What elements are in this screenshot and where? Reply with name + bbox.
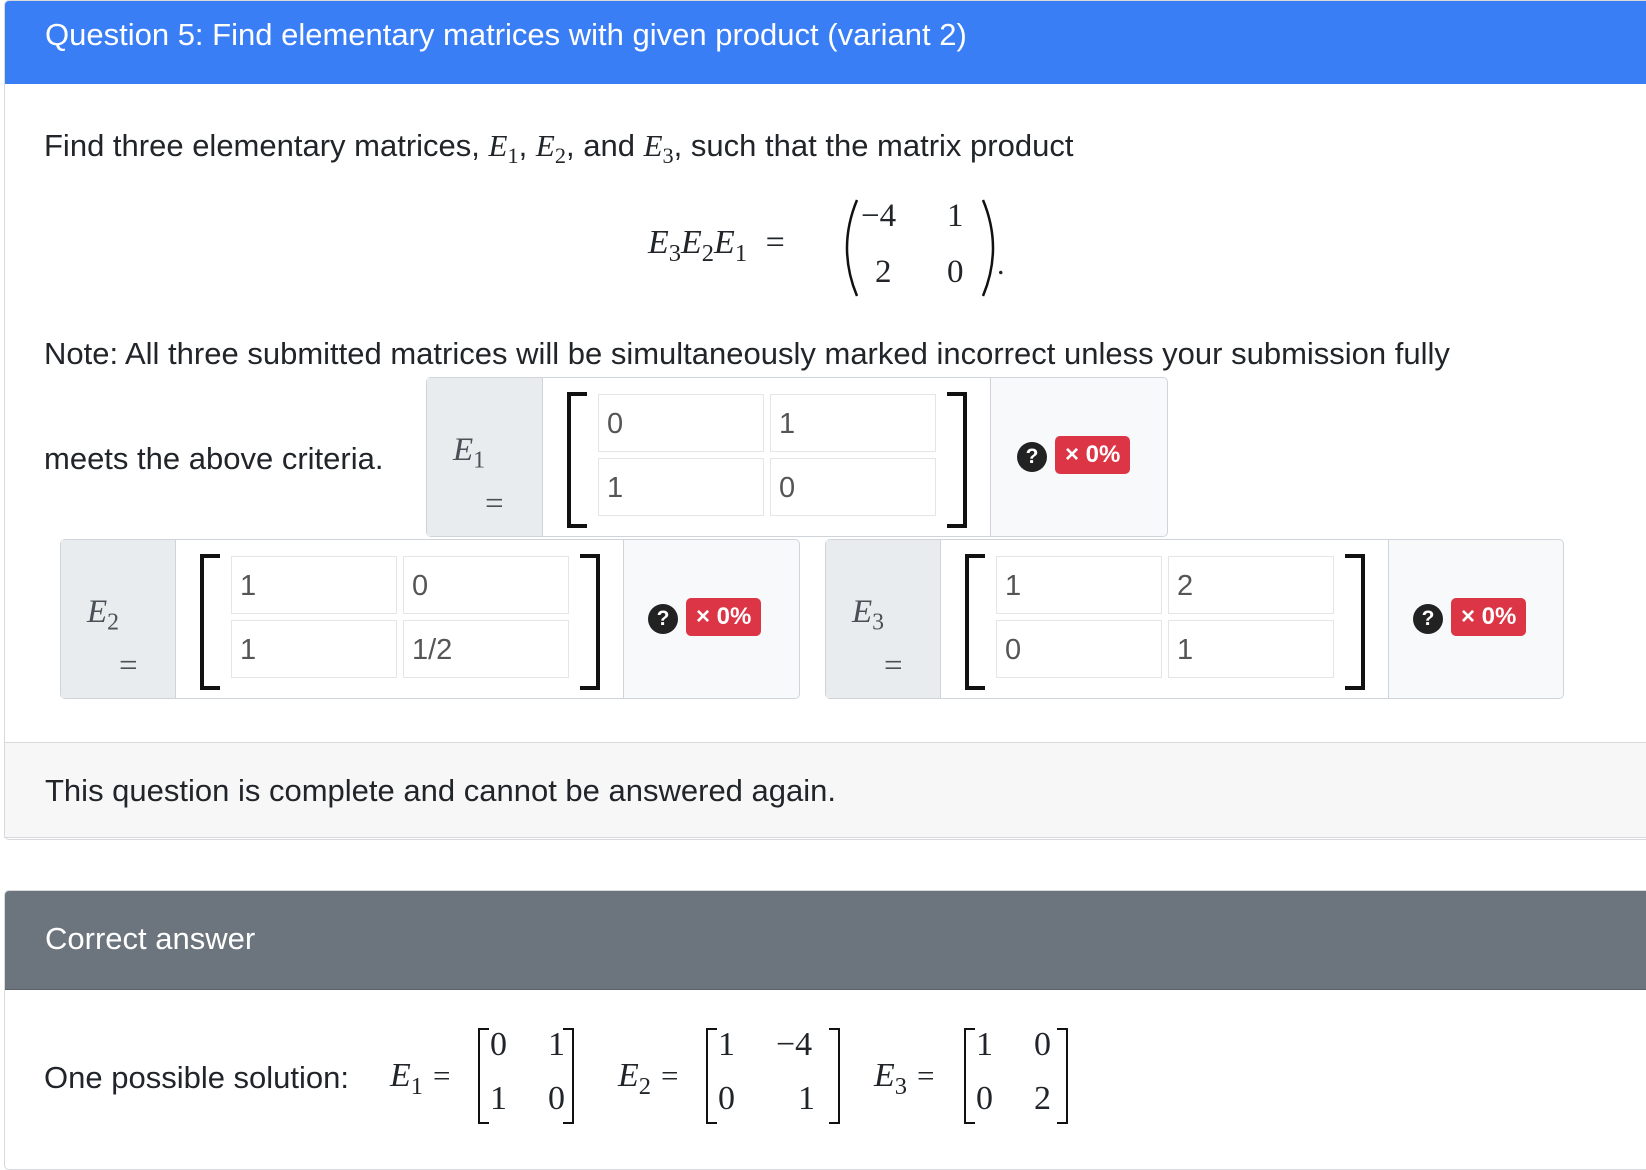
answer-e3-label: $E_3$ = xyxy=(874,1057,935,1100)
answer-e2-cell-12: −4 xyxy=(776,1026,813,1063)
e3-matrix xyxy=(941,540,1389,698)
e2-input-group xyxy=(60,539,800,699)
e1-cell-11[interactable]: 0 xyxy=(598,394,764,452)
answer-e1-cell-22: 0 xyxy=(548,1080,565,1117)
target-matrix: −4 1 2 0 . xyxy=(835,196,1005,300)
e1-feedback xyxy=(991,378,1165,536)
answer-e3-cell-21: 0 xyxy=(976,1080,993,1117)
e3-score-badge: × 0% xyxy=(1451,598,1526,636)
answer-e1-cell-21: 1 xyxy=(490,1080,507,1117)
answer-e2-cell-22: 1 xyxy=(798,1080,815,1117)
bracket-right-icon xyxy=(829,1028,840,1124)
target-cell-11: −4 xyxy=(861,198,897,234)
e2-label-box xyxy=(61,540,176,698)
answer-e2-cell-11: 1 xyxy=(718,1026,735,1063)
e2-label: $E_2$ = xyxy=(87,594,138,684)
help-icon[interactable]: ? xyxy=(1413,604,1443,634)
e2-feedback xyxy=(624,540,798,698)
question-status: This question is complete and cannot be answered again. xyxy=(45,773,836,808)
answer-e1-label: $E_1$ = xyxy=(390,1057,451,1100)
answer-e2-matrix xyxy=(706,1028,840,1122)
question-header xyxy=(5,1,1646,84)
e1-cell-21[interactable]: 1 xyxy=(598,458,764,516)
note-text-cont: meets the above criteria. xyxy=(44,441,384,476)
answer-header xyxy=(5,891,1646,990)
e3-cell-11[interactable]: 1 xyxy=(996,556,1162,614)
question-footer xyxy=(4,742,1646,838)
bracket-right-icon xyxy=(580,554,600,690)
question-prompt: Find three elementary matrices, $E_1$, $E_2$, and $E_3$, such that the matrix product xyxy=(44,128,1074,169)
e1-label-box xyxy=(427,378,543,536)
answer-title: Correct answer xyxy=(45,921,256,956)
answer-e2-cell-21: 0 xyxy=(718,1080,735,1117)
bracket-right-icon xyxy=(563,1028,574,1124)
e1-cell-22[interactable]: 0 xyxy=(770,458,936,516)
answer-e1-cell-11: 0 xyxy=(490,1026,507,1063)
e2-cell-21[interactable]: 1 xyxy=(231,620,397,678)
question-title: Question 5: Find elementary matrices with given product (variant 2) xyxy=(45,17,967,52)
help-icon[interactable]: ? xyxy=(648,604,678,634)
bracket-right-icon xyxy=(1057,1028,1068,1124)
target-cell-22: 0 xyxy=(947,254,964,290)
target-cell-12: 1 xyxy=(947,198,964,234)
e3-label-box xyxy=(826,540,941,698)
bracket-right-icon xyxy=(947,392,967,528)
e3-input-group xyxy=(825,539,1564,699)
e2-matrix xyxy=(176,540,624,698)
answer-intro: One possible solution: xyxy=(44,1060,350,1095)
answer-e1-cell-12: 1 xyxy=(548,1026,565,1063)
e3-cell-22[interactable]: 1 xyxy=(1168,620,1334,678)
e3-label: $E_3$ = xyxy=(852,594,903,684)
note-text: Note: All three submitted matrices will be simultaneously marked incorrect unless your submission fully xyxy=(44,336,1450,371)
answer-e3-cell-12: 0 xyxy=(1034,1026,1051,1063)
help-icon[interactable]: ? xyxy=(1017,442,1047,472)
bracket-left-icon xyxy=(964,1028,975,1124)
e1-matrix xyxy=(543,378,991,536)
e3-cell-12[interactable]: 2 xyxy=(1168,556,1334,614)
e2-cell-12[interactable]: 0 xyxy=(403,556,569,614)
answer-e3-cell-22: 2 xyxy=(1034,1080,1051,1117)
answer-e3-cell-11: 1 xyxy=(976,1026,993,1063)
bracket-left-icon xyxy=(965,554,985,690)
bracket-left-icon xyxy=(478,1028,489,1124)
e1-label: $E_1$ = xyxy=(453,432,504,522)
e2-cell-22[interactable]: 1/2 xyxy=(403,620,569,678)
bracket-left-icon xyxy=(200,554,220,690)
answer-e3-matrix xyxy=(964,1028,1068,1122)
e2-cell-11[interactable]: 1 xyxy=(231,556,397,614)
target-cell-21: 2 xyxy=(875,254,892,290)
bracket-left-icon xyxy=(706,1028,717,1124)
answer-e2-label: $E_2$ = xyxy=(618,1057,679,1100)
e1-input-group xyxy=(426,377,1168,537)
bracket-right-icon xyxy=(1345,554,1365,690)
answer-e1-matrix xyxy=(478,1028,574,1122)
bracket-left-icon xyxy=(567,392,587,528)
e1-score-badge: × 0% xyxy=(1055,436,1130,474)
e2-score-badge: × 0% xyxy=(686,598,761,636)
e3-cell-21[interactable]: 0 xyxy=(996,620,1162,678)
e1-cell-12[interactable]: 1 xyxy=(770,394,936,452)
e3-feedback xyxy=(1389,540,1561,698)
target-equation: $E_3E_2E_1$ = xyxy=(648,224,785,267)
